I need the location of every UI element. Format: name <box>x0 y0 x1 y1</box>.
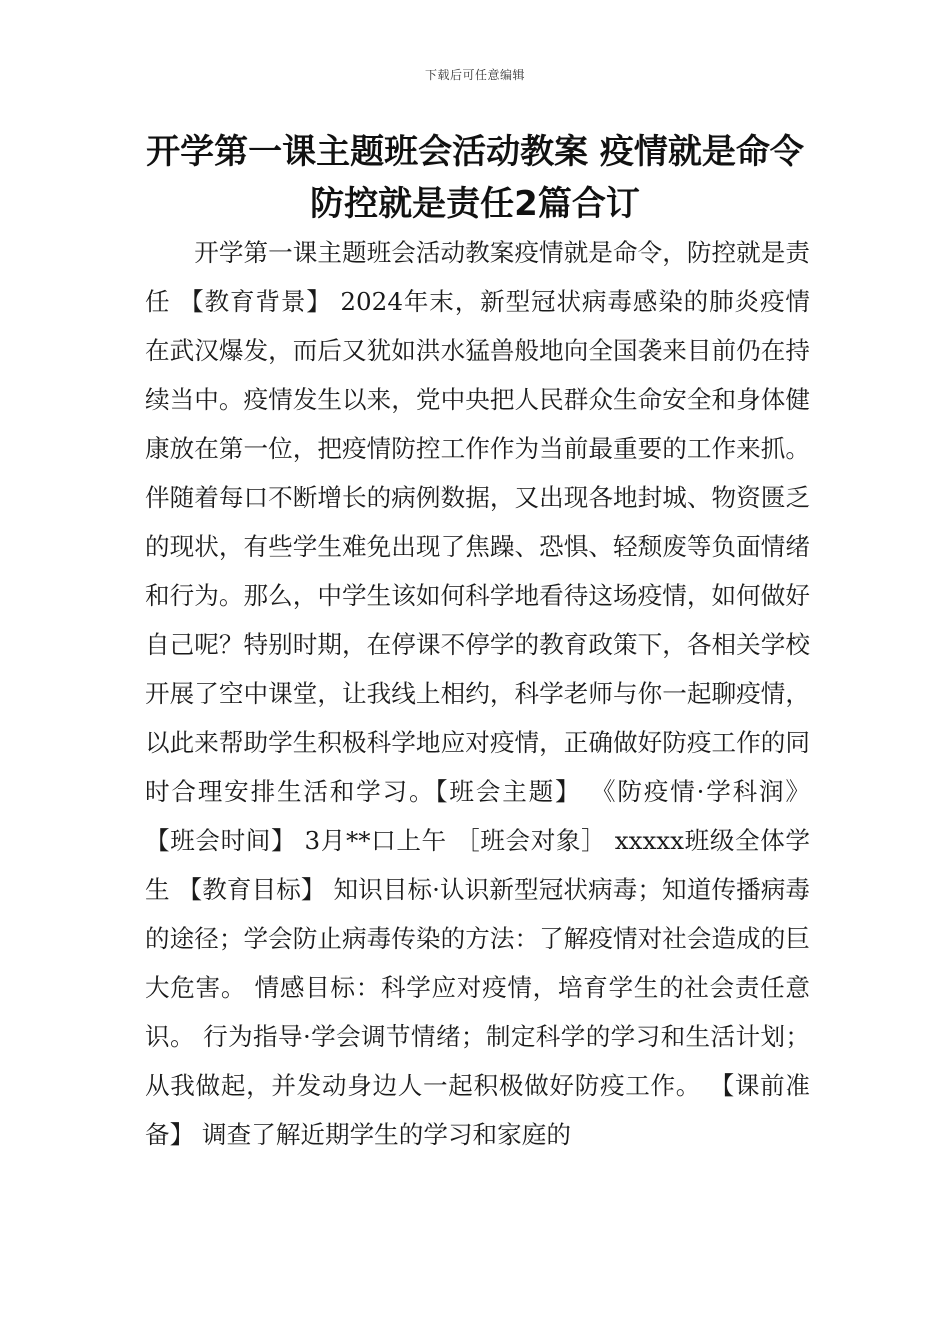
page-header-note: 下载后可任意编辑 <box>424 68 525 82</box>
document-body-paragraph: 开学第一课主题班会活动教案疫情就是命令，防控就是责任 【教育背景】 2024年末，新型冠状病毒感染的肺炎疫情在武汉爆发，而后又犹如洪水猛兽般地向全国袭来目前仍在持续当中。疫情发生以来，党中央把人民群众生命安全和身体健康放在第一位，把疫情防控工作作为当前最重要的工作来抓。伴随着每口不断增长的病例数据，又出现各地封城、物资匮乏的现状，有些学生难免出现了焦躁、恐惧、轻颓废等负面情绪和行为。那么，中学生该如何科学地看待这场疫情，如何做好自己呢？特别时期，在停课不停学的教育政策下，各相关学校开展了空中课堂，让我线上相约，科学老师与你一起聊疫情，以此来帮助学生积极科学地应对疫情，正确做好防疫工作的同时合理安排生活和学习。【班会主题】 《防疫情·学科润》 【班会时间】 3月**口上午 ［班会对象］ xxxxx班级全体学生 【教育目标】 知识目标·认识新型冠状病毒；知道传播病毒的途径；学会防止病毒传染的方法：了解疫情对社会造成的巨大危害。 情感目标：科学应对疫情，培育学生的社会责任意识。 行为指导·学会调节情绪；制定科学的学习和生活计划；从我做起，并发动身边人一起积极做好防疫工作。 【课前准备】 调查了解近期学生的学习和家庭的 <box>145 238 810 1149</box>
document-title: 开学第一课主题班会活动教案 疫情就是命令 防控就是责任2篇合订 <box>146 132 804 224</box>
